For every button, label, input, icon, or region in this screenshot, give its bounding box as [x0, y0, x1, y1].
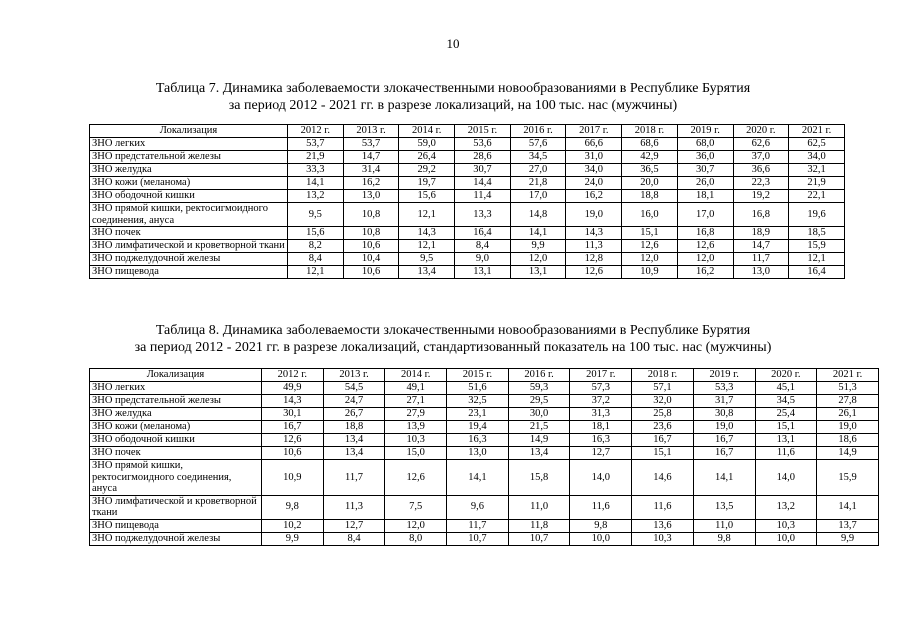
table-cell: 16,7 [632, 434, 694, 447]
table-cell: 13,1 [455, 266, 511, 279]
table-cell: 10,3 [385, 434, 447, 447]
table-cell: 9,8 [262, 495, 324, 519]
table-row [90, 519, 879, 532]
table-cell: 14,9 [817, 447, 879, 460]
table-row [90, 447, 879, 460]
table-cell: 49,1 [385, 382, 447, 395]
table-cell: 19,0 [693, 421, 755, 434]
table-cell: 8,4 [288, 253, 344, 266]
table-cell: 27,0 [510, 164, 566, 177]
table-cell: 34,5 [755, 395, 817, 408]
table-cell: 15,9 [817, 460, 879, 496]
table-cell: 11,0 [693, 519, 755, 532]
table-cell: 29,5 [508, 395, 570, 408]
table-cell: 11,4 [455, 190, 511, 203]
table-cell: 11,8 [508, 519, 570, 532]
column-header-year: 2015 г. [447, 369, 509, 382]
table-cell: 12,6 [622, 240, 678, 253]
table-cell: 31,3 [570, 408, 632, 421]
table-cell: 15,6 [288, 227, 344, 240]
table7-body [90, 138, 845, 279]
column-header-year: 2019 г. [693, 369, 755, 382]
row-label: ЗНО ободочной кишки [90, 434, 262, 447]
table-cell: 12,6 [385, 460, 447, 496]
table-cell: 13,1 [755, 434, 817, 447]
row-label: ЗНО прямой кишки, ректосигмоидного соединения, ануса [90, 460, 262, 496]
table-cell: 9,6 [447, 495, 509, 519]
column-header-year: 2016 г. [510, 125, 566, 138]
table-cell: 16,7 [693, 434, 755, 447]
column-header-year: 2017 г. [566, 125, 622, 138]
table-cell: 14,1 [817, 495, 879, 519]
column-header-year: 2013 г. [323, 369, 385, 382]
table-cell: 18,8 [323, 421, 385, 434]
table-cell: 30,8 [693, 408, 755, 421]
table-cell: 12,7 [570, 447, 632, 460]
table-cell: 21,5 [508, 421, 570, 434]
table-cell: 10,7 [447, 532, 509, 545]
table8 [89, 368, 879, 546]
table-row [90, 421, 879, 434]
table-cell: 36,0 [677, 151, 733, 164]
table-cell: 26,7 [323, 408, 385, 421]
row-label: ЗНО почек [90, 227, 288, 240]
table-cell: 9,9 [262, 532, 324, 545]
table-cell: 27,8 [817, 395, 879, 408]
table-row [90, 532, 879, 545]
table-cell: 13,2 [288, 190, 344, 203]
table-cell: 26,0 [677, 177, 733, 190]
table-cell: 12,1 [399, 203, 455, 227]
page-number: 10 [446, 36, 460, 51]
table-cell: 14,3 [566, 227, 622, 240]
table-cell: 11,6 [570, 495, 632, 519]
table-cell: 66,6 [566, 138, 622, 151]
column-header-year: 2018 г. [632, 369, 694, 382]
table-cell: 62,6 [733, 138, 789, 151]
table-cell: 21,9 [288, 151, 344, 164]
table-cell: 13,4 [399, 266, 455, 279]
column-header-year: 2014 г. [385, 369, 447, 382]
table-cell: 12,6 [677, 240, 733, 253]
table-cell: 9,8 [693, 532, 755, 545]
table-cell: 15,1 [632, 447, 694, 460]
table-cell: 57,3 [570, 382, 632, 395]
table-cell: 53,7 [288, 138, 344, 151]
table-cell: 12,6 [566, 266, 622, 279]
table-cell: 11,6 [632, 495, 694, 519]
table-cell: 14,1 [693, 460, 755, 496]
column-header-year: 2017 г. [570, 369, 632, 382]
table-cell: 16,4 [455, 227, 511, 240]
table-row [90, 151, 845, 164]
table-cell: 15,6 [399, 190, 455, 203]
table-cell: 13,9 [385, 421, 447, 434]
row-label: ЗНО кожи (меланома) [90, 421, 262, 434]
table-cell: 33,3 [288, 164, 344, 177]
table-row [90, 240, 845, 253]
table-cell: 10,6 [343, 266, 399, 279]
table-cell: 16,7 [693, 447, 755, 460]
row-label: ЗНО поджелудочной железы [90, 532, 262, 545]
table-cell: 53,6 [455, 138, 511, 151]
table-cell: 19,7 [399, 177, 455, 190]
table-cell: 11,7 [323, 460, 385, 496]
row-label: ЗНО предстательной железы [90, 151, 288, 164]
table-cell: 13,4 [323, 447, 385, 460]
table-cell: 22,1 [789, 190, 845, 203]
table-cell: 10,4 [343, 253, 399, 266]
table-cell: 13,0 [733, 266, 789, 279]
table-cell: 12,1 [288, 266, 344, 279]
table-cell: 34,5 [510, 151, 566, 164]
table-cell: 51,6 [447, 382, 509, 395]
table-row [90, 177, 845, 190]
table-cell: 10,7 [508, 532, 570, 545]
table-row [90, 434, 879, 447]
table-cell: 31,0 [566, 151, 622, 164]
table-cell: 27,1 [385, 395, 447, 408]
table-cell: 15,9 [789, 240, 845, 253]
column-header-year: 2018 г. [622, 125, 678, 138]
table-cell: 16,7 [262, 421, 324, 434]
table-cell: 23,6 [632, 421, 694, 434]
table7-caption-line1: Таблица 7. Динамика заболеваемости злокачественными новообразованиями в Республике Бурятия [155, 81, 751, 96]
table-cell: 12,0 [677, 253, 733, 266]
table-cell: 16,8 [733, 203, 789, 227]
table-cell: 10,0 [570, 532, 632, 545]
table-cell: 12,0 [385, 519, 447, 532]
table8-caption-line2: за период 2012 - 2021 гг. в разрезе локализаций, стандартизованный показатель на 100 тыс. нас (мужчины) [134, 340, 772, 355]
column-header-year: 2021 г. [789, 125, 845, 138]
table-cell: 19,4 [447, 421, 509, 434]
table-cell: 17,0 [677, 203, 733, 227]
table-cell: 14,7 [733, 240, 789, 253]
table-row [90, 408, 879, 421]
table-cell: 13,2 [755, 495, 817, 519]
table-cell: 21,8 [510, 177, 566, 190]
table-cell: 10,0 [755, 532, 817, 545]
column-header-year: 2014 г. [399, 125, 455, 138]
table-cell: 8,4 [455, 240, 511, 253]
table-cell: 9,8 [570, 519, 632, 532]
row-label: ЗНО легких [90, 382, 262, 395]
table-cell: 16,2 [343, 177, 399, 190]
row-label: ЗНО желудка [90, 408, 262, 421]
column-header-year: 2012 г. [288, 125, 344, 138]
table-cell: 36,6 [733, 164, 789, 177]
column-header-localization: Локализация [90, 369, 262, 382]
table7-header-row [90, 125, 845, 138]
table-cell: 29,2 [399, 164, 455, 177]
row-label: ЗНО желудка [90, 164, 288, 177]
table-row [90, 253, 845, 266]
table8-caption [0, 322, 906, 356]
row-label: ЗНО почек [90, 447, 262, 460]
table-cell: 14,4 [455, 177, 511, 190]
table-cell: 54,5 [323, 382, 385, 395]
column-header-year: 2013 г. [343, 125, 399, 138]
column-header-year: 2012 г. [262, 369, 324, 382]
table-cell: 19,0 [566, 203, 622, 227]
table-cell: 10,6 [343, 240, 399, 253]
table-cell: 30,7 [455, 164, 511, 177]
table-cell: 19,2 [733, 190, 789, 203]
table-cell: 22,3 [733, 177, 789, 190]
table-cell: 13,6 [632, 519, 694, 532]
table-cell: 9,0 [455, 253, 511, 266]
table-cell: 15,1 [755, 421, 817, 434]
table-cell: 14,9 [508, 434, 570, 447]
table-cell: 32,5 [447, 395, 509, 408]
table-cell: 32,0 [632, 395, 694, 408]
table-row [90, 266, 845, 279]
table-cell: 12,0 [510, 253, 566, 266]
table-cell: 10,9 [622, 266, 678, 279]
column-header-year: 2016 г. [508, 369, 570, 382]
table-cell: 16,2 [566, 190, 622, 203]
table-cell: 62,5 [789, 138, 845, 151]
table-cell: 34,0 [789, 151, 845, 164]
table-cell: 24,0 [566, 177, 622, 190]
table-cell: 34,0 [566, 164, 622, 177]
table-cell: 16,3 [570, 434, 632, 447]
column-header-year: 2021 г. [817, 369, 879, 382]
table-cell: 68,6 [622, 138, 678, 151]
table-row [90, 203, 845, 227]
row-label: ЗНО пищевода [90, 519, 262, 532]
table-cell: 18,5 [789, 227, 845, 240]
row-label: ЗНО кожи (меланома) [90, 177, 288, 190]
table7-caption [0, 80, 906, 114]
row-label: ЗНО прямой кишки, ректосигмоидного соединения, ануса [90, 203, 288, 227]
table-cell: 13,7 [817, 519, 879, 532]
table-cell: 37,0 [733, 151, 789, 164]
table-cell: 15,1 [622, 227, 678, 240]
table-cell: 13,1 [510, 266, 566, 279]
table-cell: 53,3 [693, 382, 755, 395]
table-cell: 14,1 [447, 460, 509, 496]
table-cell: 59,0 [399, 138, 455, 151]
table-cell: 30,7 [677, 164, 733, 177]
table-cell: 26,1 [817, 408, 879, 421]
table-cell: 11,0 [508, 495, 570, 519]
table8-body [90, 382, 879, 546]
table-cell: 13,5 [693, 495, 755, 519]
table-cell: 14,6 [632, 460, 694, 496]
table-row [90, 138, 845, 151]
table-cell: 42,9 [622, 151, 678, 164]
table-cell: 12,8 [566, 253, 622, 266]
table-cell: 27,9 [385, 408, 447, 421]
table-cell: 11,3 [323, 495, 385, 519]
table-cell: 28,6 [455, 151, 511, 164]
table-row [90, 395, 879, 408]
row-label: ЗНО легких [90, 138, 288, 151]
table-cell: 23,1 [447, 408, 509, 421]
table-cell: 14,7 [343, 151, 399, 164]
table-cell: 13,4 [508, 447, 570, 460]
table-cell: 10,8 [343, 203, 399, 227]
table-cell: 14,0 [755, 460, 817, 496]
table-row [90, 164, 845, 177]
table-cell: 14,8 [510, 203, 566, 227]
table-cell: 30,0 [508, 408, 570, 421]
column-header-localization: Локализация [90, 125, 288, 138]
table-cell: 51,3 [817, 382, 879, 395]
table-cell: 7,5 [385, 495, 447, 519]
table-cell: 11,3 [566, 240, 622, 253]
table-cell: 10,3 [755, 519, 817, 532]
table-cell: 57,6 [510, 138, 566, 151]
table-cell: 14,0 [570, 460, 632, 496]
column-header-year: 2020 г. [755, 369, 817, 382]
table-cell: 9,9 [817, 532, 879, 545]
table-cell: 10,6 [262, 447, 324, 460]
table-cell: 10,9 [262, 460, 324, 496]
table-cell: 12,6 [262, 434, 324, 447]
table-cell: 14,1 [510, 227, 566, 240]
table-cell: 15,8 [508, 460, 570, 496]
table-cell: 18,8 [622, 190, 678, 203]
table-cell: 53,7 [343, 138, 399, 151]
table-cell: 59,3 [508, 382, 570, 395]
row-label: ЗНО лимфатической и кроветворной ткани [90, 240, 288, 253]
table-cell: 9,9 [510, 240, 566, 253]
table-cell: 37,2 [570, 395, 632, 408]
table-cell: 16,0 [622, 203, 678, 227]
table-cell: 19,0 [817, 421, 879, 434]
row-label: ЗНО лимфатической и кроветворной ткани [90, 495, 262, 519]
table-cell: 25,4 [755, 408, 817, 421]
table-cell: 16,3 [447, 434, 509, 447]
table-cell: 16,8 [677, 227, 733, 240]
table-cell: 31,4 [343, 164, 399, 177]
column-header-year: 2015 г. [455, 125, 511, 138]
table-cell: 14,1 [288, 177, 344, 190]
table-cell: 16,4 [789, 266, 845, 279]
row-label: ЗНО пищевода [90, 266, 288, 279]
table-cell: 10,2 [262, 519, 324, 532]
table-cell: 15,0 [385, 447, 447, 460]
table-cell: 18,1 [570, 421, 632, 434]
table-cell: 9,5 [399, 253, 455, 266]
table7-caption-line2: за период 2012 - 2021 гг. в разрезе локализаций, на 100 тыс. нас (мужчины) [228, 98, 678, 113]
table7 [89, 124, 845, 279]
table-cell: 16,2 [677, 266, 733, 279]
table-cell: 13,4 [323, 434, 385, 447]
table-cell: 9,5 [288, 203, 344, 227]
table-row [90, 382, 879, 395]
table-cell: 17,0 [510, 190, 566, 203]
table-cell: 18,6 [817, 434, 879, 447]
table8-caption-line1: Таблица 8. Динамика заболеваемости злокачественными новообразованиями в Республике Бурятия [155, 323, 751, 338]
table-row [90, 460, 879, 496]
table-cell: 12,0 [622, 253, 678, 266]
table-cell: 13,0 [343, 190, 399, 203]
table-cell: 11,7 [447, 519, 509, 532]
row-label: ЗНО предстательной железы [90, 395, 262, 408]
table-cell: 8,4 [323, 532, 385, 545]
table-cell: 57,1 [632, 382, 694, 395]
table-cell: 30,1 [262, 408, 324, 421]
table-cell: 49,9 [262, 382, 324, 395]
table-cell: 20,0 [622, 177, 678, 190]
table-cell: 31,7 [693, 395, 755, 408]
table-cell: 11,6 [755, 447, 817, 460]
table-cell: 45,1 [755, 382, 817, 395]
table-cell: 12,1 [789, 253, 845, 266]
table-cell: 10,3 [632, 532, 694, 545]
table-cell: 36,5 [622, 164, 678, 177]
table-cell: 8,0 [385, 532, 447, 545]
table-cell: 11,7 [733, 253, 789, 266]
column-header-year: 2020 г. [733, 125, 789, 138]
column-header-year: 2019 г. [677, 125, 733, 138]
table-cell: 14,3 [262, 395, 324, 408]
table-cell: 21,9 [789, 177, 845, 190]
table-cell: 10,8 [343, 227, 399, 240]
table-cell: 18,9 [733, 227, 789, 240]
table-row [90, 227, 845, 240]
row-label: ЗНО поджелудочной железы [90, 253, 288, 266]
table-row [90, 190, 845, 203]
table-cell: 8,2 [288, 240, 344, 253]
table-cell: 68,0 [677, 138, 733, 151]
table-cell: 12,1 [399, 240, 455, 253]
table-cell: 12,7 [323, 519, 385, 532]
table-cell: 24,7 [323, 395, 385, 408]
table-cell: 26,4 [399, 151, 455, 164]
table-cell: 13,3 [455, 203, 511, 227]
table-cell: 25,8 [632, 408, 694, 421]
table-cell: 32,1 [789, 164, 845, 177]
table-cell: 18,1 [677, 190, 733, 203]
table-cell: 14,3 [399, 227, 455, 240]
table-cell: 19,6 [789, 203, 845, 227]
table-cell: 13,0 [447, 447, 509, 460]
table8-header-row [90, 369, 879, 382]
table-row [90, 495, 879, 519]
row-label: ЗНО ободочной кишки [90, 190, 288, 203]
